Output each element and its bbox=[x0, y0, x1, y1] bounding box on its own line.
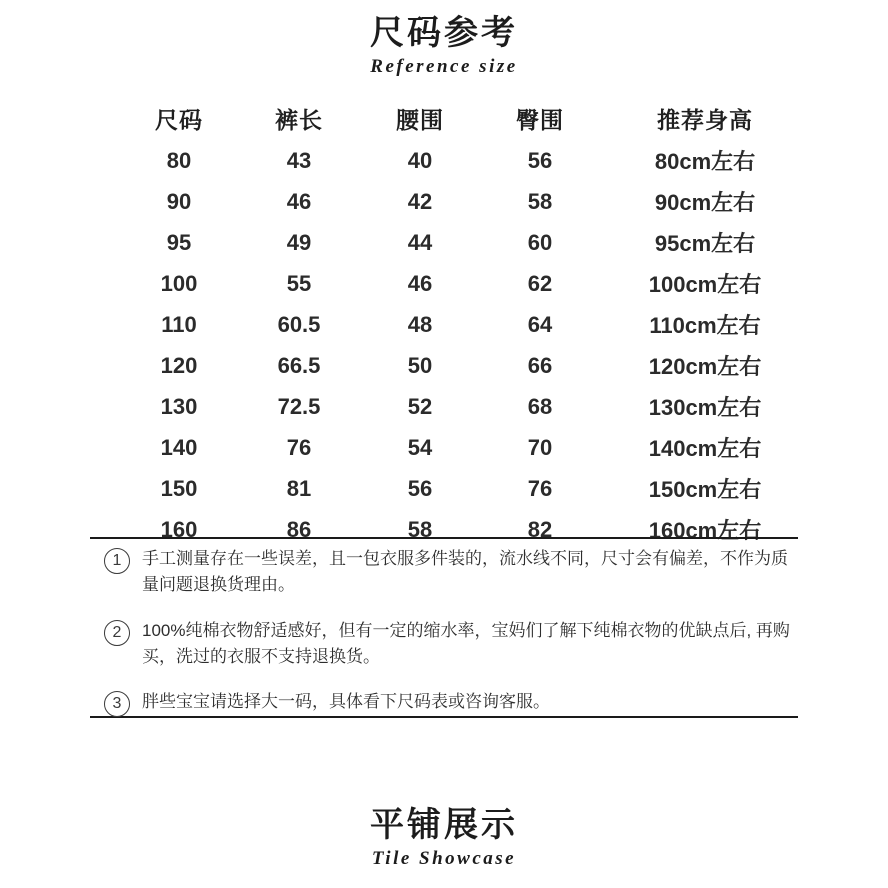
cell-pants-length: 72.5 bbox=[277, 393, 321, 419]
cell-waist: 58 bbox=[407, 516, 433, 542]
cell-hip: 66 bbox=[527, 352, 553, 378]
cell-size: 90 bbox=[166, 188, 192, 214]
cell-pants-length: 66.5 bbox=[277, 352, 321, 378]
cell-size: 110 bbox=[161, 311, 197, 337]
cell-pants-length: 81 bbox=[286, 475, 312, 501]
note-text: 胖些宝宝请选择大一码，具体看下尺码表或咨询客服。 bbox=[142, 692, 550, 712]
note-item bbox=[104, 546, 804, 599]
cell-hip: 82 bbox=[527, 516, 553, 542]
cell-hip: 64 bbox=[527, 311, 553, 337]
table-row bbox=[120, 386, 810, 427]
cell-waist: 50 bbox=[407, 352, 433, 378]
cell-waist: 56 bbox=[407, 475, 433, 501]
cell-recommended-height: 150cm左右 bbox=[648, 477, 762, 502]
table-row bbox=[120, 222, 810, 263]
size-chart-header-row bbox=[120, 96, 810, 140]
cell-size: 100 bbox=[160, 270, 198, 296]
table-row bbox=[120, 263, 810, 304]
note-text: 100%纯棉衣物舒适感好，但有一定的缩水率，宝妈们了解下纯棉衣物的优缺点后, 再购买，洗过的衣服不支持退换货。 bbox=[142, 620, 790, 667]
cell-recommended-height: 140cm左右 bbox=[648, 436, 762, 461]
cell-size: 80 bbox=[166, 147, 192, 173]
table-row bbox=[120, 181, 810, 222]
table-row bbox=[120, 345, 810, 386]
table-row bbox=[120, 509, 810, 550]
cell-pants-length: 60.5 bbox=[277, 311, 321, 337]
cell-waist: 52 bbox=[407, 393, 433, 419]
cell-recommended-height: 160cm左右 bbox=[648, 518, 762, 543]
cell-size: 95 bbox=[166, 229, 192, 255]
reference-size-heading-cn: 尺码参考 bbox=[370, 14, 518, 52]
reference-size-heading-en: Reference size bbox=[370, 55, 518, 77]
size-chart-body bbox=[120, 140, 810, 550]
note-item bbox=[104, 618, 804, 671]
cell-hip: 70 bbox=[527, 434, 553, 460]
divider-above-notes bbox=[90, 537, 798, 539]
cell-pants-length: 86 bbox=[286, 516, 312, 542]
column-header-size: 尺码 bbox=[155, 106, 203, 133]
cell-size: 160 bbox=[160, 516, 198, 542]
note-item bbox=[104, 689, 804, 717]
cell-recommended-height: 120cm左右 bbox=[648, 354, 762, 379]
cell-recommended-height: 100cm左右 bbox=[648, 272, 762, 297]
cell-size: 120 bbox=[160, 352, 198, 378]
size-chart-header-row-group bbox=[120, 96, 810, 140]
cell-recommended-height: 80cm左右 bbox=[654, 149, 756, 174]
size-chart-table bbox=[120, 96, 810, 550]
note-number-badge: 3 bbox=[104, 691, 130, 717]
cell-hip: 76 bbox=[527, 475, 553, 501]
cell-size: 130 bbox=[160, 393, 198, 419]
reference-size-heading bbox=[0, 16, 888, 78]
cell-pants-length: 46 bbox=[286, 188, 312, 214]
cell-size: 150 bbox=[160, 475, 198, 501]
cell-pants-length: 55 bbox=[286, 270, 312, 296]
column-header-hip: 臀围 bbox=[516, 106, 564, 133]
cell-waist: 54 bbox=[407, 434, 433, 460]
cell-hip: 60 bbox=[527, 229, 553, 255]
cell-hip: 58 bbox=[527, 188, 553, 214]
cell-hip: 68 bbox=[527, 393, 553, 419]
cell-hip: 62 bbox=[527, 270, 553, 296]
cell-waist: 48 bbox=[407, 311, 433, 337]
cell-waist: 40 bbox=[407, 147, 433, 173]
note-number-badge: 2 bbox=[104, 620, 130, 646]
column-header-waist: 腰围 bbox=[396, 106, 444, 133]
notes-list bbox=[104, 546, 804, 736]
cell-size: 140 bbox=[160, 434, 198, 460]
cell-pants-length: 76 bbox=[286, 434, 312, 460]
cell-recommended-height: 95cm左右 bbox=[654, 231, 756, 256]
tile-showcase-heading-cn: 平铺展示 bbox=[370, 806, 518, 844]
table-row bbox=[120, 304, 810, 345]
tile-showcase-heading bbox=[0, 808, 888, 870]
cell-recommended-height: 130cm左右 bbox=[648, 395, 762, 420]
table-row bbox=[120, 468, 810, 509]
cell-recommended-height: 110cm左右 bbox=[649, 313, 761, 338]
cell-waist: 42 bbox=[407, 188, 433, 214]
tile-showcase-heading-en: Tile Showcase bbox=[371, 847, 517, 869]
cell-waist: 44 bbox=[407, 229, 433, 255]
column-header-recommended-height: 推荐身高 bbox=[657, 106, 753, 133]
cell-pants-length: 43 bbox=[286, 147, 312, 173]
table-row bbox=[120, 140, 810, 181]
cell-hip: 56 bbox=[527, 147, 553, 173]
note-number-badge: 1 bbox=[104, 548, 130, 574]
cell-pants-length: 49 bbox=[286, 229, 312, 255]
cell-recommended-height: 90cm左右 bbox=[654, 190, 756, 215]
column-header-pants-length: 裤长 bbox=[275, 106, 323, 133]
table-row bbox=[120, 427, 810, 468]
cell-waist: 46 bbox=[407, 270, 433, 296]
note-text: 手工测量存在一些误差，且一包衣服多件装的，流水线不同，尺寸会有偏差，不作为质量问题退换货理由。 bbox=[142, 549, 788, 595]
